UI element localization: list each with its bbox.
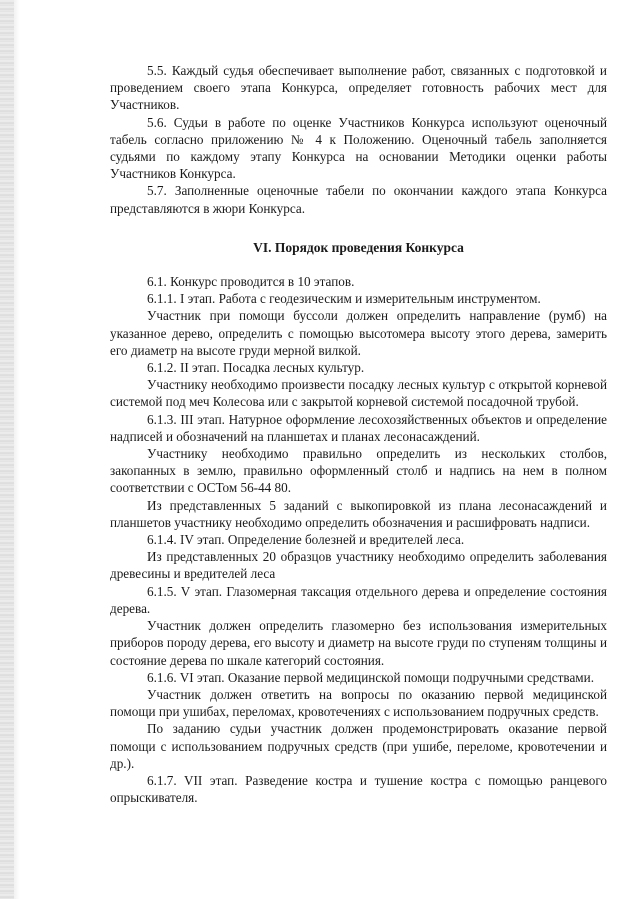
paragraph-6-1-6: 6.1.6. VI этап. Оказание первой медицинской помощи подручными средствами. xyxy=(147,669,595,685)
paragraph-6-1-7: 6.1.7. VII этап. Разведение костра и тушение костра с помощью ранцевого опрыскивателя. xyxy=(110,772,607,806)
paragraph-5-5: 5.5. Каждый судья обеспечивает выполнение работ, связанных с подготовкой и проведением своего этапа Конкурса, определяет готовность рабочих мест для Участников. xyxy=(110,63,607,113)
paragraph-stage-6-text-1: Участник должен ответить на вопросы по оказанию первой медицинской помощи при ушибах, переломах, кровотечениях с использованием подручных средств. xyxy=(110,686,607,720)
paragraph-6-1-4: 6.1.4. IV этап. Определение болезней и вредителей леса. xyxy=(147,532,465,548)
paragraph-stage-4-text: Из представленных 20 образцов участнику необходимо определить заболевания древесины и вредителей леса xyxy=(110,549,607,582)
document-page xyxy=(110,62,607,806)
paragraph-6-1-3: 6.1.3. III этап. Натурное оформление лесохозяйственных объектов и определение надписей и обозначений на планшетах и планах лесонасаждений. xyxy=(110,411,607,444)
paragraph-5-7: 5.7. Заполненные оценочные табели по окончании каждого этапа Конкурса представляются в жюри Конкурса. xyxy=(110,183,607,216)
paragraph-6-1-1: 6.1.1. I этап. Работа с геодезическим и измерительным инструментом. xyxy=(147,291,541,307)
paragraph-stage-1-text: Участник при помощи буссоли должен определить направление (румб) на указанное дерево, определить с помощью высотомера высоту этого дерева, замерить его диаметр на высоте груди мерной вилкой. xyxy=(110,308,607,358)
paragraph-stage-6-text-2: По заданию судьи участник должен продемонстрировать оказание первой помощи с использованием подручных средств (при ушибе, переломе, кровотечении и др.). xyxy=(110,721,607,771)
paragraph-stage-2-text: Участнику необходимо произвести посадку лесных культур с открытой корневой системой под меч Колесова или с закрытой корневой системой посадочной трубой. xyxy=(110,377,607,410)
scan-edge-shadow xyxy=(14,0,20,899)
scan-edge xyxy=(0,0,14,899)
paragraph-stage-5-text: Участник должен определить глазомерно без использования измерительных приборов породу дерева, его высоту и диаметр на высоте груди по ступеням толщины и состояние дерева по шкале категорий состояния. xyxy=(110,618,607,668)
paragraph-6-1: 6.1. Конкурс проводится в 10 этапов. xyxy=(147,274,355,290)
paragraph-6-1-2: 6.1.2. II этап. Посадка лесных культур. xyxy=(147,360,365,376)
section-heading: VI. Порядок проведения Конкурса xyxy=(253,239,464,255)
paragraph-6-1-5: 6.1.5. V этап. Глазомерная таксация отдельного дерева и определение состояния дерева. xyxy=(110,583,607,616)
paragraph-stage-3-text-2: Из представленных 5 заданий с выкопировкой из плана лесонасаждений и планшетов участнику необходимо определить обозначения и расшифровать надписи. xyxy=(110,497,607,530)
paragraph-5-6: 5.6. Судьи в работе по оценке Участников Конкурса используют оценочный табель согласно приложению № 4 к Положению. Оценочный табель заполняется судьями по каждому этапу Конкурса на основании Методики оценки работы Участников Конкурса. xyxy=(110,114,607,182)
paragraph-stage-3-text-1: Участнику необходимо правильно определить из нескольких столбов, закопанных в землю, правильно оформленный столб и надпись на нем в полном соответствии с ОСТом 56-44 80. xyxy=(110,446,607,496)
